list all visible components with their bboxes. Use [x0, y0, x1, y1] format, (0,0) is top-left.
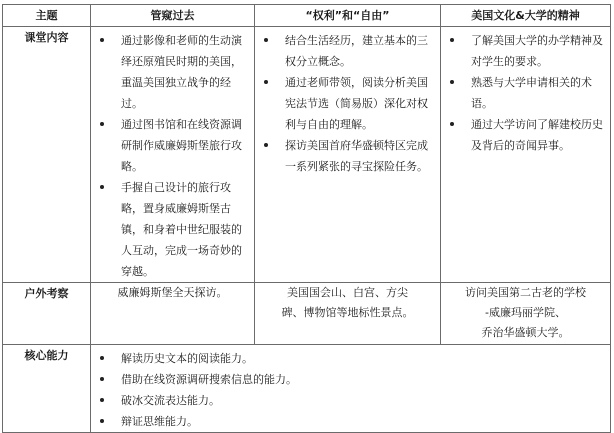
- list-item: 熟悉与大学申请相关的术语。: [441, 72, 608, 114]
- header-topic: 主题: [3, 5, 91, 27]
- list-item: 通过老师带领，阅读分析美国宪法节选（简易版）深化对权利与自由的理解。: [255, 72, 438, 135]
- core-row: [3, 345, 611, 433]
- list-item: 结合生活经历，建立基本的三权分立概念。: [255, 30, 438, 72]
- list-item: 解读历史文本的阅读能力。: [91, 348, 608, 369]
- list-item: 破冰交流表达能力。: [91, 390, 608, 411]
- core-content: [91, 345, 611, 433]
- curriculum-table: [2, 4, 611, 433]
- list-item: 通过大学访问了解建校历史及背后的奇闻异事。: [441, 114, 608, 156]
- header-col2: “权利”和“自由”: [255, 5, 441, 27]
- course-row: [3, 27, 611, 283]
- core-label: 核心能力: [3, 345, 91, 433]
- outdoor-col2: 美国国会山、白宫、方尖 碑、博物馆等地标性景点。: [255, 283, 441, 345]
- course-col1: [91, 27, 255, 283]
- outdoor-row: [3, 283, 611, 345]
- header-col3: 美国文化&大学的精神: [441, 5, 611, 27]
- outdoor-label: 户外考察: [3, 283, 91, 345]
- list-item: 探访美国首府华盛顿特区完成一系列紧张的寻宝探险任务。: [255, 135, 438, 177]
- course-col3: [441, 27, 611, 283]
- header-row: [3, 5, 611, 27]
- list-item: 通过影像和老师的生动演绎还原殖民时期的美国，重温美国独立战争的经过。: [91, 30, 252, 114]
- course-label: 课堂内容: [3, 27, 91, 283]
- course-col2: [255, 27, 441, 283]
- header-col1: 管窥过去: [91, 5, 255, 27]
- list-item: 通过图书馆和在线资源调研制作威廉姆斯堡旅行攻略。: [91, 114, 252, 177]
- list-item: 了解美国大学的办学精神及对学生的要求。: [441, 30, 608, 72]
- list-item: 手握自己设计的旅行攻略，置身威廉姆斯堡古镇，和身着中世纪服装的人互动，完成一场奇妙的穿越。: [91, 177, 252, 282]
- outdoor-col1: 威廉姆斯堡全天探访。: [91, 283, 255, 345]
- list-item: 借助在线资源调研搜索信息的能力。: [91, 369, 608, 390]
- outdoor-col3: 访问美国第二古老的学校 -威廉玛丽学院、 乔治华盛顿大学。: [441, 283, 611, 345]
- list-item: 辩证思维能力。: [91, 411, 608, 432]
